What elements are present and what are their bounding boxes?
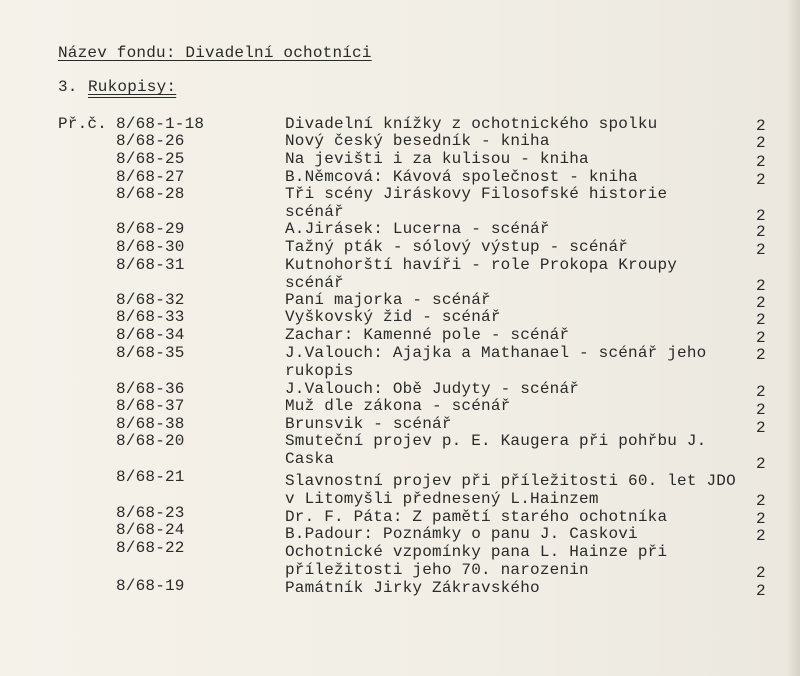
row-title: B.Němcová: Kávová společnost - kniha — [285, 168, 638, 186]
row-title: Paní majorka - scénář — [285, 291, 491, 309]
row-ref: 8/68-27 — [116, 168, 185, 186]
row-ref: 8/68-30 — [116, 238, 185, 256]
row-qty: 2 — [756, 117, 766, 135]
row-title: Brunsvik - scénář — [285, 415, 452, 433]
row-title: Tři scény Jiráskovy Filosofské historie scénář — [285, 185, 668, 221]
row-ref: 8/68-28 — [116, 185, 185, 203]
row-title: Ochotnické vzpomínky pana L. Hainze při příležitosti jeho 70. narozenin — [285, 543, 668, 579]
row-title: Kutnohorští havíři - role Prokopa Kroupy scénář — [285, 256, 678, 292]
row-title: B.Padour: Poznámky o panu J. Caskovi — [285, 525, 638, 543]
row-title: Vyškovský žid - scénář — [285, 308, 501, 326]
row-ref: 8/68-29 — [116, 220, 185, 238]
row-ref: 8/68-34 — [116, 326, 185, 344]
row-ref: 8/68-1-18 — [116, 115, 205, 133]
row-qty: 2 — [756, 277, 766, 295]
row-ref: 8/68-32 — [116, 291, 185, 309]
row-qty: 2 — [756, 329, 766, 347]
row-qty: 2 — [756, 510, 766, 528]
row-qty: 2 — [756, 383, 766, 401]
row-ref: 8/68-23 — [116, 504, 185, 522]
row-ref: 8/68-25 — [116, 150, 185, 168]
row-title: Dr. F. Páta: Z pamětí starého ochotníka — [285, 508, 668, 526]
row-ref: 8/68-37 — [116, 397, 185, 415]
row-qty: 2 — [756, 294, 766, 312]
row-qty: 2 — [756, 346, 766, 364]
row-qty: 2 — [756, 401, 766, 419]
row-ref: 8/68-36 — [116, 380, 185, 398]
row-ref: 8/68-38 — [116, 415, 185, 433]
row-ref: 8/68-35 — [116, 344, 185, 362]
row-ref: 8/68-26 — [116, 132, 185, 150]
row-title: Tažný pták - sólový výstup - scénář — [285, 238, 629, 256]
row-title: Památník Jirky Zákravského — [285, 579, 540, 597]
row-qty: 2 — [756, 492, 766, 510]
paper-edge-shadow — [786, 0, 800, 676]
row-title: Na jevišti i za kulisou - kniha — [285, 150, 589, 168]
row-ref: 8/68-22 — [116, 539, 185, 557]
row-qty: 2 — [756, 455, 766, 473]
row-title: Nový český besedník - kniha — [285, 132, 550, 150]
row-qty: 2 — [756, 564, 766, 582]
row-title: J.Valouch: Obě Judyty - scénář — [285, 380, 580, 398]
row-qty: 2 — [756, 207, 766, 225]
section-number: 3. — [58, 78, 78, 96]
row-qty: 2 — [756, 223, 766, 241]
row-qty: 2 — [756, 582, 766, 600]
row-title: A.Jirásek: Lucerna - scénář — [285, 220, 550, 238]
row-qty: 2 — [756, 134, 766, 152]
row-qty: 2 — [756, 171, 766, 189]
row-ref: 8/68-21 — [116, 468, 185, 486]
fund-title: Název fondu: Divadelní ochotníci — [58, 44, 372, 62]
row-ref: 8/68-24 — [116, 521, 185, 539]
row-qty: 2 — [756, 311, 766, 329]
row-title: Muž dle zákona - scénář — [285, 397, 511, 415]
row-title: Divadelní knížky z ochotnického spolku — [285, 115, 658, 133]
row-qty: 2 — [756, 419, 766, 437]
row-ref: 8/68-33 — [116, 308, 185, 326]
prefix-label: Př.č. — [58, 115, 108, 133]
row-ref: 8/68-20 — [116, 432, 185, 450]
row-title: Zachar: Kamenné pole - scénář — [285, 326, 570, 344]
row-title: Slavnostní projev při příležitosti 60. let JDO v Litomyšli přednesený L.Hainzem — [285, 472, 736, 508]
row-ref: 8/68-31 — [116, 256, 185, 274]
section-title: Rukopisy: — [88, 78, 177, 96]
row-title: Smuteční projev p. E. Kaugera při pohřbu J. Caska — [285, 432, 707, 468]
row-qty: 2 — [756, 153, 766, 171]
row-qty: 2 — [756, 527, 766, 545]
row-qty: 2 — [756, 241, 766, 259]
row-title: J.Valouch: Ajajka a Mathanael - scénář jeho rukopis — [285, 344, 707, 380]
row-ref: 8/68-19 — [116, 577, 185, 595]
